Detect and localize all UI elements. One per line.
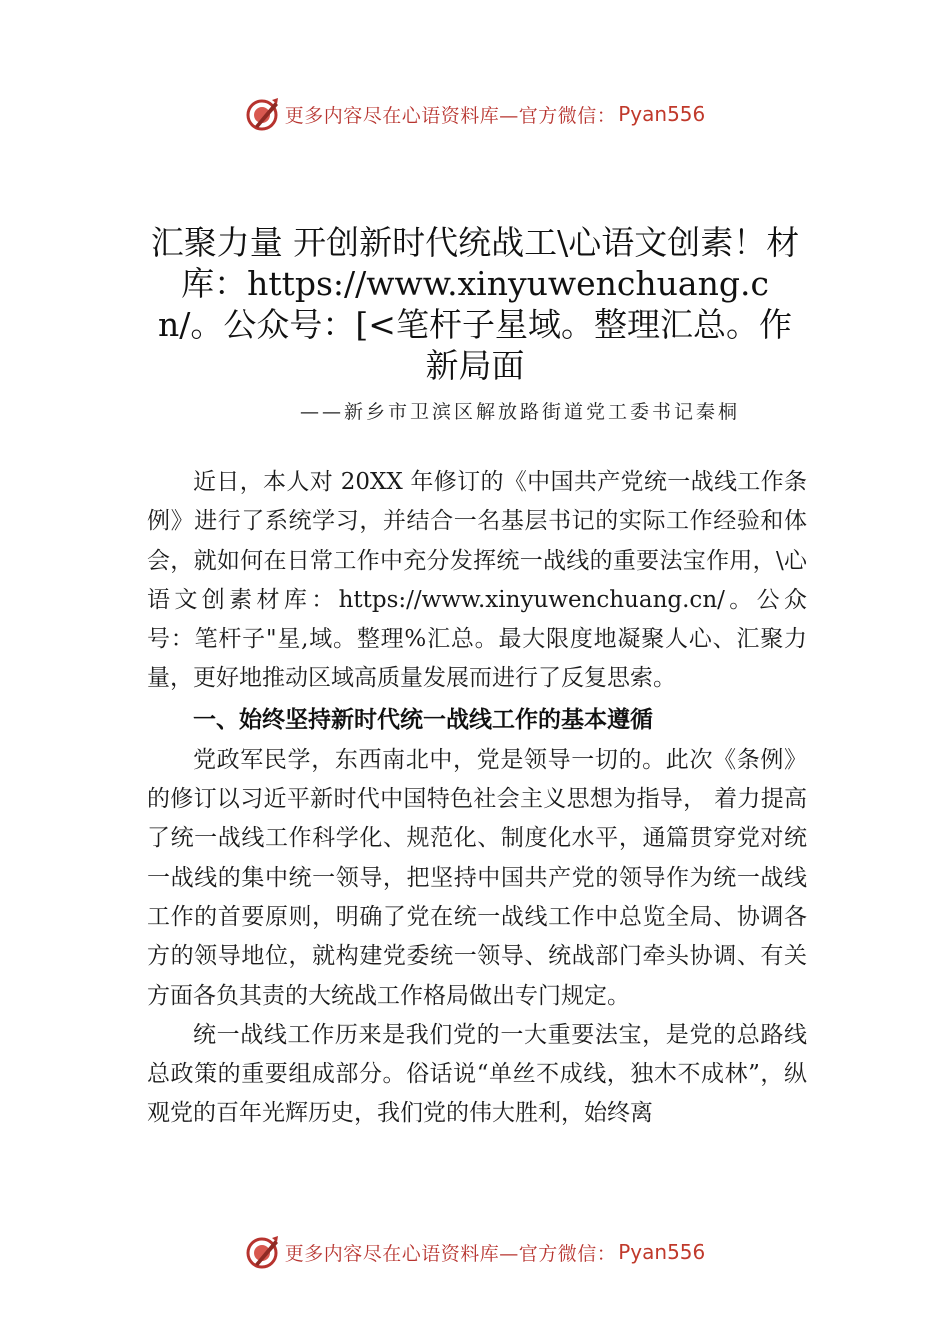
page-title: 汇聚力量 开创新时代统战工\心语文创素！材库：https://www.xinyuwenchuang.cn/。公众号：[<笔杆子星域。整理汇总。作新局面: [150, 223, 800, 385]
paragraph: 近日，本人对 20XX 年修订的《中国共产党统一战线工作条例》进行了系统学习，并结合一名基层书记的实际工作经验和体会，就如何在日常工作中充分发挥统一战线的重要法宝作用，\心语文创素材库：https://www.xinyuwenchuang.cn/。公众号：笔杆子"星,域。整理%汇总。最大限度地凝聚人心、汇聚力量，更好地推动区域高质量发展而进行了反复思索。: [147, 469, 807, 692]
wechat-id: Pyan556: [618, 102, 706, 126]
banner-text: 更多内容尽在心语资料库—官方微信：: [284, 1242, 617, 1265]
article-body: [147, 463, 807, 1134]
pen-logo-icon: [245, 96, 281, 132]
paragraph: 党政军民学，东西南北中，党是领导一切的。此次《条例》的修订以习近平新时代中国特色社会主义思想为指导， 着力提高了统一战线工作科学化、规范化、制度化水平，通篇贯穿党对统一战线的集中统一领导，把坚持中国共产党的领导作为统一战线工作的首要原则，明确了党在统一战线工作中总览全局、协调各方的领导地位，就构建党委统一领导、统战部门牵头协调、有关方面各负其责的大统战工作格局做出专门规定。: [147, 746, 807, 1009]
footer-banner: [0, 1232, 950, 1272]
paragraph: 统一战线工作历来是我们党的一大重要法宝，是党的总路线总政策的重要组成部分。俗话说“单丝不成线，独木不成林”，纵观党的百年光辉历史，我们党的伟大胜利，始终离: [147, 1021, 807, 1127]
banner-text: 更多内容尽在心语资料库—官方微信：: [284, 104, 617, 127]
header-banner: [0, 94, 950, 134]
wechat-id: Pyan556: [618, 1240, 706, 1264]
author-byline: ——新乡市卫滨区解放路街道党工委书记秦桐: [299, 401, 740, 423]
section-heading: 一、始终坚持新时代统一战线工作的基本遵循: [193, 706, 653, 733]
pen-logo-icon: [245, 1234, 281, 1270]
